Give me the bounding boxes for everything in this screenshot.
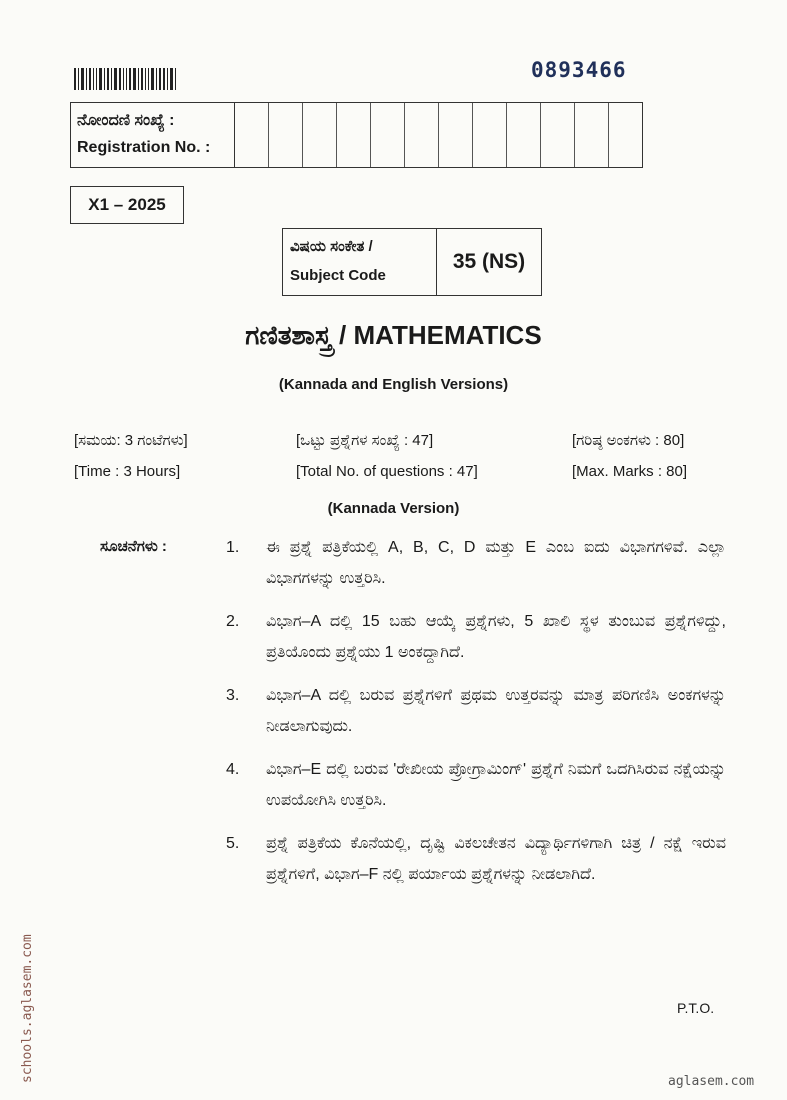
instruction-number: 5. xyxy=(226,835,240,852)
instruction-item xyxy=(226,828,726,890)
registration-box xyxy=(70,102,643,168)
paper-title: ಗಣಿತಶಾಸ್ತ್ರ / MATHEMATICS xyxy=(245,320,542,350)
registration-digit-cell[interactable] xyxy=(371,103,405,167)
questions-count-kannada: [ಒಟ್ಟು ಪ್ರಶ್ನೆಗಳ ಸಂಖ್ಯೆ : 47] xyxy=(296,432,434,449)
registration-label-english: Registration No. : xyxy=(77,139,211,156)
instruction-item xyxy=(226,532,726,594)
instruction-text: ವಿಭಾಗ–A ದಲ್ಲಿ 15 ಬಹು ಆಯ್ಕೆ ಪ್ರಶ್ನೆಗಳು, 5 ಖಾಲಿ ಸ್ಥಳ ತುಂಬುವ ಪ್ರಶ್ನೆಗಳಿದ್ದು, ಪ್ರತಿಯೊಂದು ಪ್ರಶ್ನೆಯು 1 ಅಂಕದ್ದಾಗಿದೆ. xyxy=(266,613,726,661)
registration-digit-cell[interactable] xyxy=(541,103,575,167)
instruction-text: ಈ ಪ್ರಶ್ನೆ ಪತ್ರಿಕೆಯಲ್ಲಿ A, B, C, D ಮತ್ತು E ಎಂಬ ಐದು ವಿಭಾಗಗಳಿವೆ. ಎಲ್ಲಾ ವಿಭಾಗಗಳನ್ನು ಉತ್ತರಿಸಿ. xyxy=(266,539,726,587)
version-heading: (Kannada Version) xyxy=(327,500,460,517)
registration-digit-cell[interactable] xyxy=(507,103,541,167)
max-marks-english: [Max. Marks : 80] xyxy=(572,463,688,480)
registration-digit-cell[interactable] xyxy=(473,103,507,167)
registration-digit-cell[interactable] xyxy=(575,103,609,167)
time-kannada: [ಸಮಯ: 3 ಗಂಟೆಗಳು] xyxy=(74,432,188,449)
subject-code-label-english: Subject Code xyxy=(290,267,386,284)
instruction-text: ವಿಭಾಗ–A ದಲ್ಲಿ ಬರುವ ಪ್ರಶ್ನೆಗಳಿಗೆ ಪ್ರಥಮ ಉತ್ತರವನ್ನು ಮಾತ್ರ ಪರಿಗಣಿಸಿ ಅಂಕಗಳನ್ನು ನೀಡಲಾಗುವುದು. xyxy=(266,687,726,735)
instruction-item xyxy=(226,606,726,668)
instructions-heading: ಸೂಚನೆಗಳು : xyxy=(100,538,167,555)
registration-digit-cell[interactable] xyxy=(439,103,473,167)
registration-digit-cell[interactable] xyxy=(303,103,337,167)
instruction-text: ವಿಭಾಗ–E ದಲ್ಲಿ ಬರುವ 'ರೇಖೀಯ ಪ್ರೋಗ್ರಾಮಿಂಗ್' ಪ್ರಶ್ನೆಗೆ ನಿಮಗೆ ಒದಗಿಸಿರುವ ನಕ್ಷೆಯನ್ನು ಉಪಯೋಗಿಸಿ ಉತ್ತರಿಸಿ. xyxy=(266,761,726,809)
registration-digit-cell[interactable] xyxy=(269,103,303,167)
registration-digit-cell[interactable] xyxy=(337,103,371,167)
pto-note: P.T.O. xyxy=(677,1000,715,1016)
instruction-text: ಪ್ರಶ್ನೆ ಪತ್ರಿಕೆಯ ಕೊನೆಯಲ್ಲಿ, ದೃಷ್ಟಿ ವಿಕಲಚೇತನ ವಿದ್ಯಾರ್ಥಿಗಳಿಗಾಗಿ ಚಿತ್ರ / ನಕ್ಷೆ ಇರುವ ಪ್ರಶ್ನೆಗಳಿಗೆ, ವಿಭಾಗ–F ನಲ್ಲಿ ಪರ್ಯಾಯ ಪ್ರಶ್ನೆಗಳನ್ನು ನೀಡಲಾಗಿದೆ. xyxy=(266,835,726,883)
time-english: [Time : 3 Hours] xyxy=(74,463,181,480)
registration-digit-cell[interactable] xyxy=(405,103,439,167)
registration-digit-cell[interactable] xyxy=(235,103,269,167)
subject-code-box xyxy=(282,228,542,296)
max-marks-kannada: [ಗರಿಷ್ಠ ಅಂಕಗಳು : 80] xyxy=(572,432,685,449)
instruction-item xyxy=(226,680,726,742)
instruction-number: 2. xyxy=(226,613,240,630)
instruction-item xyxy=(226,754,726,816)
registration-label xyxy=(71,103,235,167)
side-watermark: schools.aglasem.com xyxy=(20,934,35,1083)
questions-count-english: [Total No. of questions : 47] xyxy=(296,463,478,480)
exam-code: X1 – 2025 xyxy=(70,186,184,224)
instructions-list xyxy=(226,532,726,902)
subject-code-value: 35 (NS) xyxy=(452,250,526,273)
instruction-number: 3. xyxy=(226,687,240,704)
serial-number: 0893466 xyxy=(531,58,627,82)
instruction-number: 1. xyxy=(226,539,240,556)
registration-label-kannada: ನೋಂದಣಿ ಸಂಖ್ಯೆ : xyxy=(77,112,175,129)
bottom-watermark: aglasem.com xyxy=(668,1074,755,1089)
barcode xyxy=(74,68,178,90)
instruction-number: 4. xyxy=(226,761,240,778)
versions-note: (Kannada and English Versions) xyxy=(278,376,509,393)
subject-code-label-kannada: ವಿಷಯ ಸಂಕೇತ / xyxy=(290,238,373,255)
registration-digit-cell[interactable] xyxy=(609,103,642,167)
subject-code-label xyxy=(283,229,437,295)
